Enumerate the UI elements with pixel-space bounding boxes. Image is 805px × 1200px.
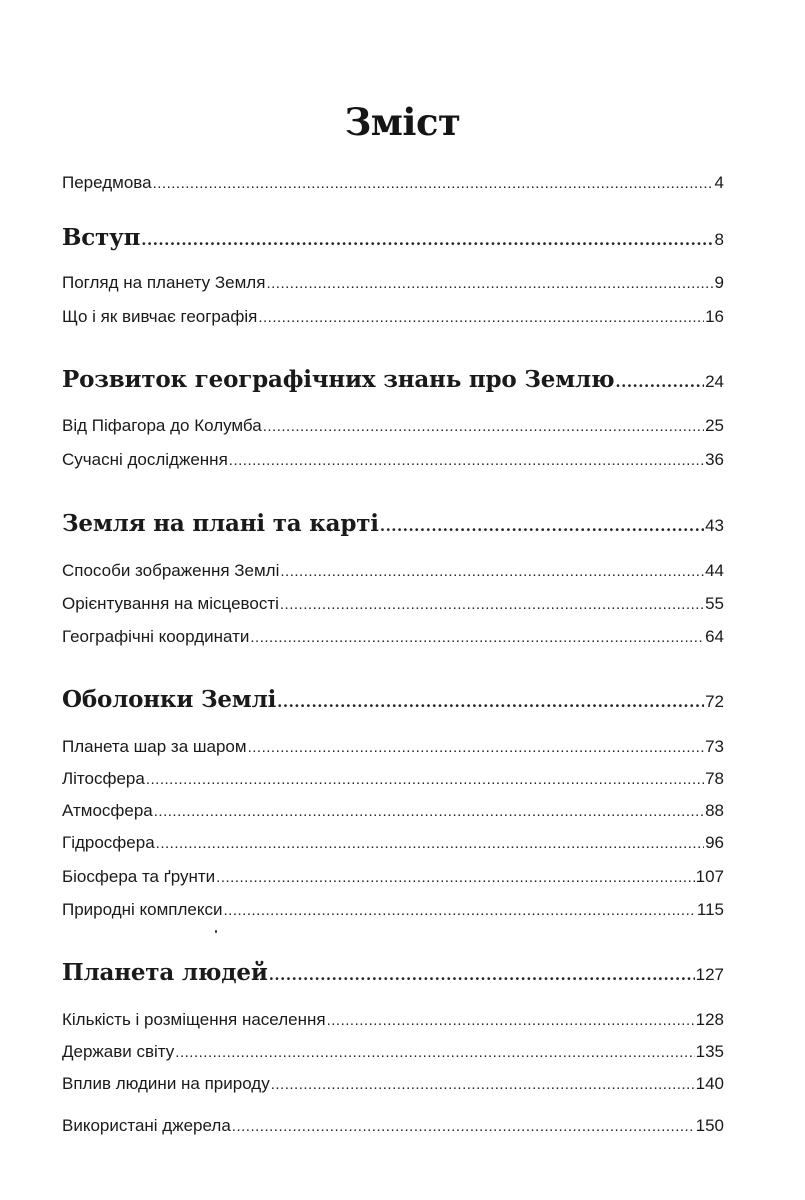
toc-entry-label: Літосфера: [62, 769, 145, 788]
dot-leader: [280, 559, 704, 585]
toc-entry-label: Атмосфера: [62, 801, 153, 820]
toc-entry-page: 135: [695, 1042, 724, 1061]
dot-leader: [271, 1072, 695, 1098]
toc-section-label: Розвиток географічних знань про Землю: [62, 366, 615, 393]
toc-entry-page: 25: [705, 416, 724, 435]
toc-entry-page: 140: [695, 1074, 724, 1093]
toc-entry-label: Що і як вивчає географія: [62, 307, 258, 326]
dot-leader: [229, 448, 704, 474]
toc-entry[interactable]: [62, 1039, 724, 1065]
toc-entry-page: 9: [714, 273, 724, 292]
dot-leader: [141, 223, 713, 257]
toc-entry[interactable]: [62, 864, 724, 890]
dot-leader: [277, 685, 704, 719]
dot-leader: [156, 831, 704, 857]
toc-entry[interactable]: [62, 734, 724, 760]
toc-entry-page: 73: [705, 737, 724, 756]
dot-leader: [615, 365, 704, 399]
dot-leader: [154, 799, 704, 825]
toc-entry[interactable]: [62, 413, 724, 439]
dot-leader: [146, 767, 704, 793]
toc-entry-page: 64: [705, 627, 724, 646]
toc-entry[interactable]: [62, 624, 724, 650]
toc-section-page: 24: [705, 372, 724, 391]
toc-entry-label: Орієнтування на місцевості: [62, 594, 279, 613]
dot-leader: [216, 865, 694, 891]
dot-leader: [280, 592, 704, 618]
toc-entry[interactable]: [62, 1113, 724, 1139]
toc-entry-label: Природні комплекси: [62, 900, 223, 919]
toc-entry-label: Від Піфагора до Колумба: [62, 416, 262, 435]
toc-entry-label: Використані джерела: [62, 1116, 231, 1135]
toc-entry-page: 55: [705, 594, 724, 613]
toc-entry[interactable]: [62, 830, 724, 856]
toc-entry-label: Передмова: [62, 173, 152, 192]
toc-section-page: 43: [705, 516, 724, 535]
toc-entry[interactable]: [62, 170, 724, 196]
toc-section-label: Вступ: [62, 224, 141, 251]
toc-section-heading[interactable]: [62, 221, 724, 255]
dot-leader: [269, 958, 695, 992]
dot-leader: [153, 171, 714, 197]
toc-entry-page: 115: [696, 900, 724, 919]
toc-entry[interactable]: [62, 766, 724, 792]
dot-leader: [380, 509, 704, 543]
toc-section-page: 8: [714, 230, 724, 249]
toc-section-page: 72: [705, 692, 724, 711]
toc-entry[interactable]: [62, 897, 724, 923]
toc-entry[interactable]: [62, 1007, 724, 1033]
toc-entry[interactable]: [62, 270, 724, 296]
toc-section-heading[interactable]: [62, 683, 724, 717]
toc-section-label: Земля на плані та карті: [62, 510, 379, 537]
toc-section-heading[interactable]: [62, 363, 724, 397]
dot-leader: [263, 414, 704, 440]
toc-entry-page: 78: [705, 769, 724, 788]
toc-entry-page: 4: [714, 173, 724, 192]
toc-entry-label: Сучасні дослідження: [62, 450, 228, 469]
toc-entry-label: Гідросфера: [62, 833, 155, 852]
toc-entry-label: Способи зображення Землі: [62, 561, 280, 580]
toc-entry-label: Погляд на планету Земля: [62, 273, 266, 292]
dot-leader: [232, 1114, 695, 1140]
toc-section-heading[interactable]: [62, 956, 724, 990]
toc-entry-page: 44: [705, 561, 724, 580]
toc-entry-label: Держави світу: [62, 1042, 175, 1061]
dot-leader: [266, 271, 713, 297]
toc-entry-page: 36: [705, 450, 724, 469]
toc-entry-page: 88: [705, 801, 724, 820]
toc-entry-label: Географічні координати: [62, 627, 250, 646]
toc-entry-label: Планета шар за шаром: [62, 737, 247, 756]
toc-entry-page: 107: [695, 867, 724, 886]
toc-entry-label: Біосфера та ґрунти: [62, 867, 216, 886]
toc-entry-page: 150: [695, 1116, 724, 1135]
toc-entry-page: 128: [695, 1010, 724, 1029]
dot-leader: [258, 305, 704, 331]
dot-leader: [175, 1040, 694, 1066]
dot-leader: [248, 735, 705, 761]
toc-entry[interactable]: [62, 1071, 724, 1097]
page-title: Зміст: [344, 100, 461, 144]
toc-section-heading[interactable]: [62, 507, 724, 541]
toc-entry-label: Кількість і розміщення населення: [62, 1010, 326, 1029]
toc-entry[interactable]: [62, 591, 724, 617]
toc-entry[interactable]: [62, 798, 724, 824]
toc-entry[interactable]: [62, 447, 724, 473]
toc-entry-page: 16: [705, 307, 724, 326]
toc-entry-page: 96: [705, 833, 724, 852]
toc-section-label: Оболонки Землі: [62, 686, 277, 713]
toc-section-label: Планета людей: [62, 959, 268, 986]
dot-leader: [250, 625, 704, 651]
toc-entry-label: Вплив людини на природу: [62, 1074, 270, 1093]
toc-entry[interactable]: [62, 558, 724, 584]
print-speck: [215, 930, 217, 933]
toc-entry[interactable]: [62, 304, 724, 330]
toc-section-page: 127: [695, 965, 724, 984]
dot-leader: [224, 898, 696, 924]
dot-leader: [327, 1008, 695, 1034]
